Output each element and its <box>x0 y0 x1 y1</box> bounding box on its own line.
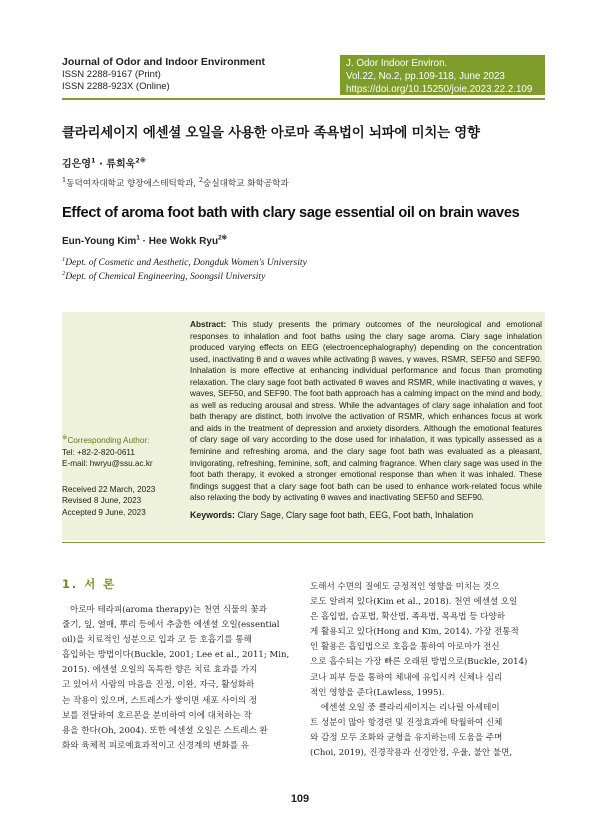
doi-link[interactable]: https://doi.org/10.15250/joie.2023.22.2.109 <box>346 84 533 95</box>
right-line: 에센셜 오일 중 클라리세이지는 리나릴 아세테이 <box>310 702 500 713</box>
author-1-sup: 1 <box>90 156 96 165</box>
korean-aff-1: 동덕여자대학교 향장에스테틱학과, <box>66 179 199 189</box>
header-divider <box>62 98 545 100</box>
corr-mark: ※ <box>62 434 68 442</box>
left-line: 아로마 테라피(aroma therapy)는 천연 식물의 꽃과 <box>70 605 267 615</box>
corr-tel: Tel: +82-2-820-0611 <box>62 447 135 457</box>
aff-sup-1: 1 <box>62 176 67 185</box>
corr-label-text: Corresponding Author: <box>67 436 150 445</box>
corresponding-author-label <box>62 435 182 447</box>
left-column <box>62 603 294 754</box>
right-line: (Choi, 2019), 진경작용과 신경안정, 우울, 불안 불면, <box>310 748 513 759</box>
left-line: 화와 육체적 피로예효과적이고 신경계의 변화를 유 <box>62 740 249 751</box>
right-line: 으로 흡수되는 가장 빠른 오래된 방법으로(Buckle, 2014) <box>310 657 528 668</box>
right-line: 게 활용되고 있다(Hong and Kim, 2014). 가장 전통적 <box>310 627 519 638</box>
keywords-text: Clary Sage, Clary sage foot bath, EEG, Foot bath, Inhalation <box>237 510 474 520</box>
abstract-label: Abstract: <box>190 320 227 329</box>
abstract <box>190 319 542 504</box>
journal-name: Journal of Odor and Indoor Environment <box>62 56 266 68</box>
right-line: 와 감정 모두 조화와 균형을 유지하는데 도움을 주며 <box>310 732 503 743</box>
abstract-text: This study presents the primary outcomes of the neurological and emotional responses to inhalation and foot baths using the clary sage aroma. Clary sage inhalation produced varying effects on EEG (electroencephalography) depending on the concentration used, inactivating θ and α waves while activating β waves, γ waves, RSMR, SEF50 and SEF90. Inhalation is more effective at enhancing individual performance and focus than promoting relaxation. The clary sage foot bath activated θ waves and RSMR, while inactivating α waves, γ waves, SEF50, and SEF90. The foot bath approach has a calming impact on the mind and body, as well as reducing arousal and stress. While the advantages of clary sage inhalation and foot bath therapy are distinct, both involve the activation of RSMR, which enhances focus at work and aids in the treatment of depression and anxiety disorders. Although the emotional features of clary sage oil vary according to the dose used for inhalation, it was typically assessed as a feminine and refreshing aroma, and the clary sage foot bath was evaluated as a pleasant, invigorating, refreshing, feminine, soft, and calming fragrance. When clary sage was used in the foot bath therapy, it evoked a stronger emotional response than when it was inhaled. These findings suggest that a clary sage foot bath can be used to enhance work-related focus while also relaxing the body by activating θ waves and inactivating SEF50 and SEF90. <box>190 320 542 503</box>
left-line: 고 있어서 사람의 마음을 진정, 이완, 자극, 활성화하 <box>62 680 255 691</box>
en-aff-sup-2: 2 <box>62 269 66 277</box>
right-line: 코나 피부 등을 통하여 체내에 유입시켜 신체나 심리 <box>310 672 503 683</box>
english-author-1: Eun-Young Kim <box>62 236 137 247</box>
en-aff-1-text: Dept. of Cosmetic and Aesthetic, Dongduk Women's University <box>65 257 307 268</box>
right-line: 도해서 수면의 질에도 긍정적인 영향을 미치는 것으 <box>310 582 500 592</box>
keywords-label: Keywords: <box>190 510 235 520</box>
sidebar-spacer <box>62 470 182 484</box>
en-author-2-sup: 2※ <box>218 234 228 242</box>
en-aff-sup-1: 1 <box>62 255 66 263</box>
right-line: 트 성분이 많아 항경련 및 진정효과에 탁월하여 신체 <box>310 717 503 728</box>
author-2-sup: 2※ <box>135 156 147 165</box>
english-title: Effect of aroma foot bath with clary sage essential oil on brain waves <box>62 205 520 221</box>
english-aff-2 <box>62 271 265 282</box>
abstract-divider <box>62 542 545 543</box>
left-line: 는 작용이 있으며, 스트레스가 쌓이면 세포 사이의 정 <box>62 695 258 706</box>
korean-title: 클라리세이지 에센셜 오일을 사용한 아로마 족욕법이 뇌파에 미치는 영향 <box>62 126 480 141</box>
volume-info: Vol.22, No.2, pp.109-118, June 2023 <box>346 71 505 82</box>
left-line: oil)을 치료적인 성분으로 입과 코 등 호흡기를 통해 <box>62 635 252 646</box>
right-column <box>310 580 545 761</box>
journal-abbrev: J. Odor Indoor Environ. <box>346 58 448 69</box>
english-author-2: Hee Wokk Ryu <box>148 236 219 247</box>
right-line: 로도 알려져 있다(Kim et al., 2018). 천연 에센셜 오일 <box>310 597 518 608</box>
left-line: 흡입하는 방법이다(Buckle, 2001; Lee et al., 2011; Min, <box>62 650 290 661</box>
right-line: 은 흡입법, 습포법, 확산법, 족욕법, 목욕법 등 다양하 <box>310 612 506 623</box>
korean-aff-2: 숭실대학교 화학공학과 <box>203 179 289 189</box>
accepted-date: Accepted 9 June, 2023 <box>62 507 146 517</box>
korean-author-1: 김은영 <box>62 159 91 170</box>
left-line: 용을 한다(Oh, 2004). 또한 에센셜 오일은 스트레스 완 <box>62 725 268 736</box>
left-line: 2015). 에센셜 오일의 독특한 향은 치료 효과를 가지 <box>62 665 258 676</box>
en-author-1-sup: 1 <box>136 234 140 242</box>
right-line: 인 활용은 흡입법으로 호흡을 통하여 아로마가 전신 <box>310 642 500 653</box>
revised-date: Revised 8 June, 2023 <box>62 496 142 506</box>
korean-authors <box>62 155 146 170</box>
right-line: 적인 영향을 준다(Lawless, 1995). <box>310 687 445 698</box>
english-aff-1 <box>62 257 307 268</box>
english-authors <box>62 236 227 247</box>
section-heading: 1. 서 론 <box>62 577 117 591</box>
page-number: 109 <box>290 793 310 805</box>
journal-info <box>62 56 337 96</box>
issn-print: ISSN 2288-9167 (Print) <box>62 69 161 80</box>
aff-sup-2: 2 <box>198 176 204 185</box>
korean-affiliations <box>62 177 289 189</box>
keywords <box>190 510 542 520</box>
issn-online: ISSN 2288-923X (Online) <box>62 81 170 92</box>
received-date: Received 22 March, 2023 <box>62 484 156 494</box>
author-separator: · <box>95 159 107 170</box>
en-author-separator: · <box>139 236 149 247</box>
korean-author-2: 류희욱 <box>106 159 136 170</box>
article-sidebar <box>62 435 182 519</box>
left-line: 줄기, 잎, 열매, 뿌리 등에서 추출한 에센셜 오일(essential <box>62 620 280 631</box>
citation-box <box>340 55 545 95</box>
en-aff-2-text: Dept. of Chemical Engineering, Soongsil University <box>65 271 266 282</box>
corr-email[interactable]: E-mail: hwryu@ssu.ac.kr <box>62 459 153 469</box>
left-line: 보를 전달하여 호르몬을 분비하여 이에 대처하는 작 <box>62 710 252 721</box>
